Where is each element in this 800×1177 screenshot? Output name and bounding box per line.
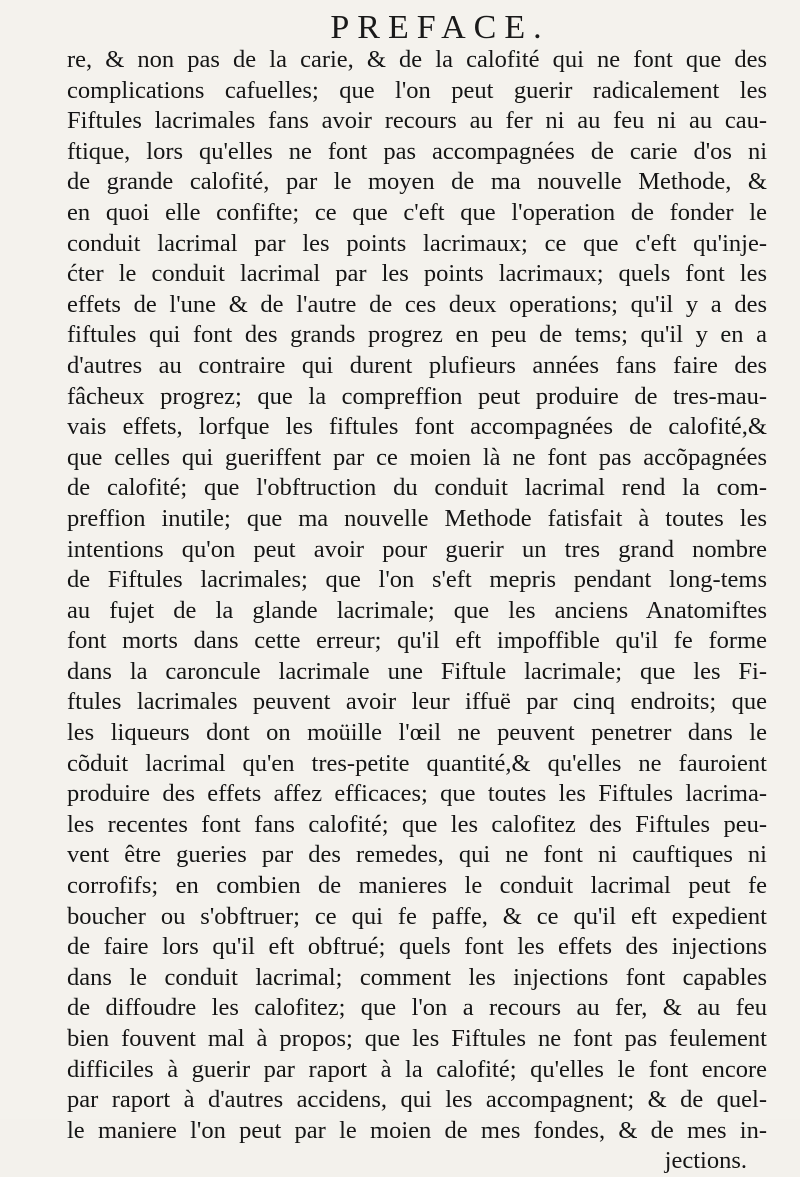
- text-line: ćter le conduit lacrimal par les points lacrimaux; quels font les: [67, 260, 767, 288]
- text-line: cõduit lacrimal qu'en tres-petite quantité,& qu'elles ne fauroient: [67, 749, 767, 777]
- text-line: dans la caroncule lacrimale une Fiftule lacrimale; que les Fi-: [67, 657, 767, 685]
- text-line: intentions qu'on peut avoir pour guerir un tres grand nombre: [67, 535, 767, 563]
- text-line: re, & non pas de la carie, & de la calofité qui ne font que des: [67, 46, 767, 73]
- text-line: les liqueurs dont on moüille l'œil ne peuvent penetrer dans le: [67, 719, 767, 747]
- text-line: corrofifs; en combien de manieres le conduit lacrimal peut fe: [67, 872, 767, 900]
- text-line: de diffoudre les calofitez; que l'on a recours au fer, & au feu: [67, 994, 767, 1022]
- text-line: font morts dans cette erreur; qu'il eft impoffible qu'il fe forme: [67, 627, 767, 655]
- text-line: le maniere l'on peut par le moien de mes fondes, & de mes in-: [67, 1116, 767, 1144]
- text-line: produire des effets affez efficaces; que toutes les Fiftules lacrima-: [67, 780, 767, 808]
- text-line: bien fouvent mal à propos; que les Fiftules ne font pas feulement: [67, 1025, 767, 1052]
- running-head: PREFACE.: [330, 9, 550, 46]
- text-line: effets de l'une & de l'autre de ces deux operations; qu'il y a des: [67, 290, 767, 318]
- text-line: en quoi elle confifte; ce que c'eft que l'operation de fonder le: [67, 198, 767, 226]
- text-line: ftique, lors qu'elles ne font pas accompagnées de carie d'os ni: [67, 137, 767, 165]
- text-line: vais effets, lorfque les fiftules font accompagnées de calofité,&: [67, 413, 767, 441]
- text-line: vent être gueries par des remedes, qui ne font ni cauftiques ni: [67, 841, 767, 869]
- text-line: dans le conduit lacrimal; comment les injections font capables: [67, 963, 767, 991]
- text-line: de grande calofité, par le moyen de ma nouvelle Methode, &: [67, 168, 767, 196]
- text-line: conduit lacrimal par les points lacrimaux; ce que c'eft qu'inje-: [67, 229, 767, 257]
- text-line: de Fiftules lacrimales; que l'on s'eft mepris pendant long-tems: [67, 566, 767, 594]
- catchword: jections.: [664, 1147, 747, 1175]
- text-line: fâcheux progrez; que la compreffion peut produire de tres-mau-: [67, 382, 767, 410]
- text-line: de calofité; que l'obftruction du conduit lacrimal rend la com-: [67, 474, 767, 502]
- text-line: preffion inutile; que ma nouvelle Methode fatisfait à toutes les: [67, 504, 767, 532]
- text-line: par raport à d'autres accidens, qui les accompagnent; & de quel-: [67, 1086, 767, 1114]
- body-text: [67, 45, 767, 1177]
- text-line: d'autres au contraire qui durent plufieurs années fans faire des: [67, 351, 767, 379]
- text-line: boucher ou s'obftruer; ce qui fe paffe, & ce qu'il eft expedient: [67, 902, 767, 930]
- text-line: ftules lacrimales peuvent avoir leur iffuë par cinq endroits; que: [67, 688, 767, 716]
- text-line: Fiftules lacrimales fans avoir recours au fer ni au feu ni au cau-: [67, 107, 767, 135]
- text-line: fiftules qui font des grands progrez en peu de tems; qu'il y en a: [67, 321, 767, 349]
- text-line: complications cafuelles; que l'on peut guerir radicalement les: [67, 76, 767, 104]
- text-line: que celles qui gueriffent par ce moien là ne font pas accõpagnées: [67, 443, 767, 471]
- text-line: de faire lors qu'il eft obftrué; quels font les effets des injections: [67, 933, 767, 961]
- text-line: au fujet de la glande lacrimale; que les anciens Anatomiftes: [67, 596, 767, 624]
- text-line: difficiles à guerir par raport à la calofité; qu'elles le font encore: [67, 1055, 767, 1083]
- text-line: les recentes font fans calofité; que les calofitez des Fiftules peu-: [67, 810, 767, 838]
